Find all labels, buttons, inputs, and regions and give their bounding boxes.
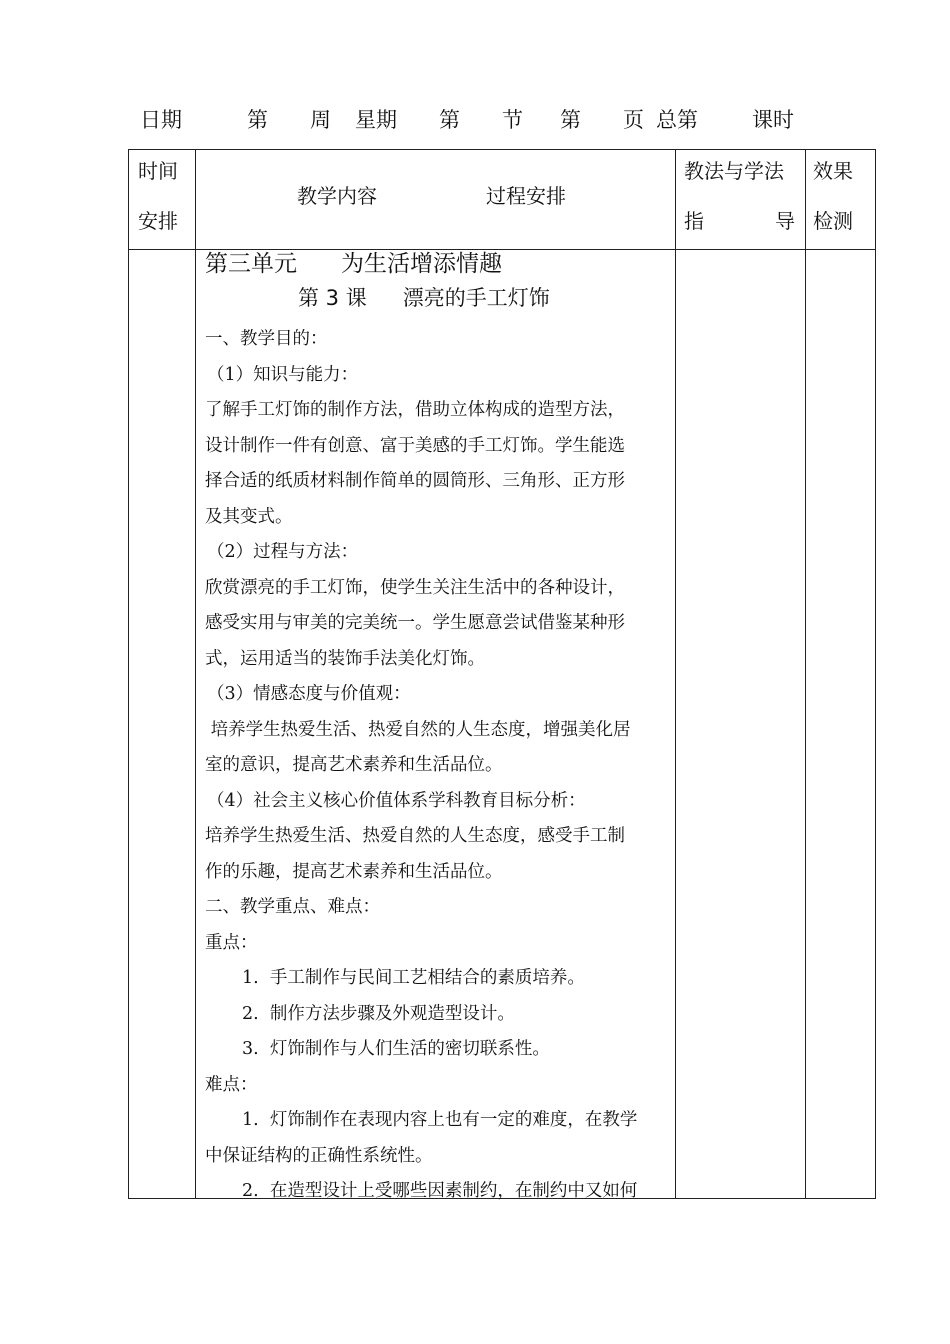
- subsection-heading: （2）过程与方法：: [207, 542, 359, 562]
- subsection-heading: （3）情感态度与价值观：: [207, 684, 411, 704]
- col-content-label: 教学内容: [297, 184, 377, 208]
- list-item: 3. 灯饰制作与人们生活的密切联系性。: [242, 1039, 550, 1059]
- section-heading: 二、教学重点、难点：: [205, 897, 380, 917]
- list-item: 2. 制作方法步骤及外观造型设计。: [242, 1003, 515, 1024]
- col-time-label-2: 安排: [138, 209, 178, 233]
- list-item: 2. 在造型设计上受哪些因素制约，在制约中又如何: [242, 1181, 638, 1201]
- lesson-header-line: [0, 104, 950, 136]
- key-points-label: 重点：: [205, 932, 258, 953]
- body-line: 室的意识，提高艺术素养和生活品位。: [205, 755, 503, 775]
- section-heading: 一、教学目的：: [205, 329, 328, 349]
- teaching-content: [205, 248, 673, 1210]
- subsection-heading: （1）知识与能力：: [207, 364, 359, 385]
- column-divider: [675, 150, 676, 1198]
- header-week: 第 周: [247, 108, 331, 132]
- body-line: 中保证结构的正确性系统性。: [205, 1145, 433, 1166]
- body-line: 作的乐趣，提高艺术素养和生活品位。: [205, 861, 503, 882]
- header-total: 总第: [656, 108, 698, 132]
- col-method-label-2b: 导: [775, 209, 795, 233]
- body-line: 及其变式。: [205, 506, 293, 527]
- body-line: 感受实用与审美的完美统一。学生愿意尝试借鉴某种形: [205, 613, 625, 633]
- body-line: 培养学生热爱生活、热爱自然的人生态度，增强美化居: [205, 719, 631, 740]
- header-weekday: 星期: [355, 108, 397, 132]
- col-method-label-2a: 指: [684, 209, 704, 233]
- body-line: 设计制作一件有创意、富于美感的手工灯饰。学生能选: [205, 435, 625, 456]
- list-item: 1. 灯饰制作在表现内容上也有一定的难度，在教学: [242, 1110, 638, 1130]
- difficulties-label: 难点：: [205, 1074, 258, 1095]
- header-date: 日期: [140, 108, 182, 132]
- col-process-label: 过程安排: [486, 184, 566, 208]
- unit-label: 第三单元: [205, 251, 297, 277]
- column-divider: [195, 150, 196, 1198]
- col-effect-label-1: 效果: [813, 159, 853, 183]
- col-time-label-1: 时间: [138, 159, 178, 183]
- col-effect-label-2: 检测: [813, 209, 853, 233]
- body-line: 了解手工灯饰的制作方法，借助立体构成的造型方法，: [205, 400, 625, 420]
- body-line: 欣赏漂亮的手工灯饰，使学生关注生活中的各种设计，: [205, 577, 625, 598]
- list-item: 1. 手工制作与民间工艺相结合的素质培养。: [242, 968, 585, 988]
- lesson-label: 第 3 课: [298, 286, 367, 310]
- header-section: 第 节: [439, 108, 523, 132]
- subsection-heading: （4）社会主义核心价值体系学科教育目标分析：: [207, 790, 586, 811]
- body-line: 培养学生热爱生活、热爱自然的人生态度，感受手工制: [205, 826, 625, 846]
- unit-title: [205, 248, 673, 284]
- header-lesson-hour: 课时: [752, 108, 794, 132]
- body-line: 择合适的纸质材料制作简单的圆筒形、三角形、正方形: [205, 471, 625, 491]
- column-divider: [805, 150, 806, 1198]
- body-line: 式，运用适当的装饰手法美化灯饰。: [205, 648, 485, 669]
- header-page: 第 页: [560, 108, 644, 132]
- col-method-label-1: 教法与学法: [684, 159, 784, 183]
- lesson-title: [205, 284, 673, 322]
- lesson-name: 漂亮的手工灯饰: [402, 286, 550, 310]
- unit-name: 为生活增添情趣: [341, 251, 502, 277]
